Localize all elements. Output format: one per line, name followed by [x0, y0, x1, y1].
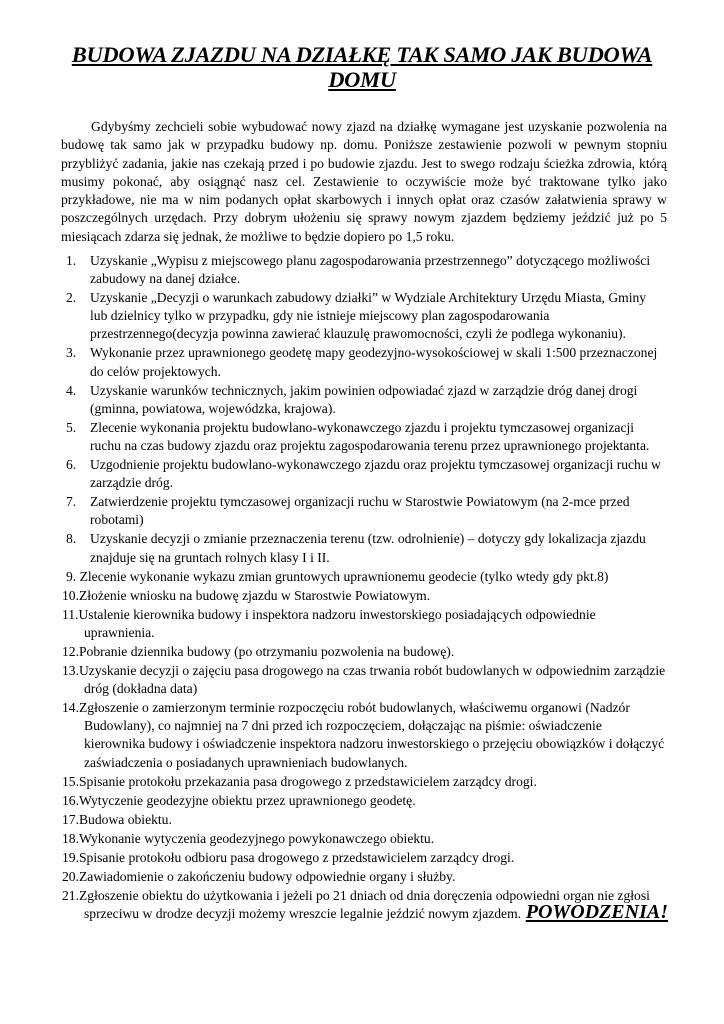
step-number: 8.	[66, 531, 77, 547]
step-text: Wykonanie przez uprawnionego geodetę mapy geodezyjno-wysokościowej w skali 1:500 przeznaczonej do celów projektowych.	[90, 345, 658, 379]
list-item	[0, 344, 724, 380]
step-text: Uzyskanie decyzji o zmianie przeznaczenia terenu (tzw. odrolnienie) – dotyczy gdy lokalizacja zjazdu znajduje się na gruntach rolnych klasy I i II.	[90, 531, 646, 565]
list-item	[0, 643, 724, 661]
list-item	[0, 587, 724, 605]
list-item	[0, 530, 724, 566]
step-number: 4.	[66, 382, 77, 398]
list-item	[0, 811, 724, 829]
step-text: 15.Spisanie protokołu przekazania pasa drogowego z przedstawicielem zarządcy drogi.	[62, 773, 537, 789]
step-number: 3.	[66, 345, 77, 361]
list-item	[0, 662, 724, 698]
step-text: 14.Zgłoszenie o zamierzonym terminie rozpoczęciu robót budowlanych, właściwemu organowi (Nadzór Budowlany), co najmniej na 7 dni przed ich rozpoczęciem, dołączając na piśmie: oświadczenie kierownika budowy i oświadczenie inspektora nadzoru inwestorskiego o przejęciu obowiązków i dołączyć zaświadczenia o posiadanych uprawnieniach budowlanych.	[62, 700, 665, 770]
list-item	[0, 830, 724, 848]
list-item	[0, 868, 724, 886]
list-item	[0, 849, 724, 867]
step-number: 5.	[66, 419, 77, 435]
step-text: Uzyskanie „Wypisu z miejscowego planu zagospodarowania przestrzennego” dotyczącego możliwości zabudowy na danej działce.	[90, 253, 651, 287]
step-text: Zlecenie wykonania projektu budowlano-wykonawczego zjazdu i projektu tymczasowej organizacji ruchu na czas budowy zjazdu oraz projektu zagospodarowania terenu przez uprawnionego projektanta.	[90, 419, 650, 453]
step-text: Uzyskanie warunków technicznych, jakim powinien odpowiadać zjazd w zarządzie dróg danej drogi (gminna, powiatowa, wojewódzka, krajowa).	[90, 382, 638, 416]
list-item	[0, 773, 724, 791]
step-text: 9. Zlecenie wykonanie wykazu zmian gruntowych uprawnionemu geodecie (tylko wtedy gdy pkt.8)	[66, 568, 609, 584]
step-text: 11.Ustalenie kierownika budowy i inspektora nadzoru inwestorskiego posiadających odpowiednie uprawnienia.	[62, 606, 596, 640]
step-text: 21.Zgłoszenie obiektu do użytkowania i jeżeli po 21 dniach od dnia doręczenia odpowiedni organ nie zgłosi sprzeciwu w drodze decyzji możemy wreszcie legalnie jeździć nowym zjazdem.	[62, 888, 650, 922]
step-number: 2.	[66, 290, 77, 306]
step-text: Zatwierdzenie projektu tymczasowej organizacji ruchu w Starostwie Powiatowym (na 2-mce przed robotami)	[90, 494, 630, 528]
step-text: Uzgodnienie projektu budowlano-wykonawczego zjazdu oraz projektu tymczasowej organizacji ruchu w zarządzie dróg.	[90, 457, 661, 491]
steps-list	[0, 252, 724, 924]
step-text: 20.Zawiadomienie o zakończeniu budowy odpowiednie organy i służby.	[62, 869, 456, 885]
step-text: 17.Budowa obiektu.	[62, 811, 172, 827]
list-item	[0, 699, 724, 771]
step-text: 10.Złożenie wniosku na budowę zjazdu w Starostwie Powiatowym.	[62, 587, 431, 603]
step-text: 13.Uzyskanie decyzji o zajęciu pasa drogowego na czas trwania robót budowlanych w odpowiednim zarządzie dróg (dokładna data)	[62, 663, 666, 697]
list-item	[0, 382, 724, 418]
step-number: 7.	[66, 494, 77, 510]
document-title: BUDOWA ZJAZDU NA DZIAŁKĘ TAK SAMO JAK BUDOWA DOMU	[71, 42, 653, 92]
intro-paragraph: Gdybyśmy zechcieli sobie wybudować nowy zjazd na działkę wymagane jest uzyskanie pozwolenia na budowę tak samo jak w przypadku budowy np. domu. Poniższe zestawienie pozwoli w pewnym stopniu przybliżyć zadania, jakie nas czekają przed i po budowie zjazdu. Jest to swego rodzaju ścieżka zdrowia, którą musimy pokonać, aby osiągnąć nasz cel. Zestawienie to oczywiście może być traktowane tylko jako przykładowe, nie ma w nim podanych opłat skarbowych i innych opłat oraz czasów załatwienia sprawy w poszczególnych urzędach. Przy dobrym ułożeniu się sprawy nowym zjazdem będziemy jeździć już po 5 miesiącach zdarza się jednak, że możliwe to będzie dopiero po 1,5 roku.	[61, 119, 667, 244]
list-item	[0, 493, 724, 529]
list-item	[0, 252, 724, 288]
list-item	[0, 792, 724, 810]
list-item	[0, 568, 724, 586]
step-text: Uzyskanie „Decyzji o warunkach zabudowy działki” w Wydziale Architektury Urzędu Miasta, Gminy lub dzielnicy tylko w przypadku, gdy nie istnieje miejscowy plan zagospodarowania przestrzennego(decyzja powinna zawierać klauzulę prawomocności, czyli że podlega wykonaniu).	[90, 290, 647, 342]
list-item	[0, 419, 724, 455]
closing-text: POWODZENIA!	[525, 901, 668, 923]
list-item	[0, 289, 724, 343]
step-text: 16.Wytyczenie geodezyjne obiektu przez uprawnionego geodetę.	[62, 792, 416, 808]
step-text: 19.Spisanie protokołu odbioru pasa drogowego z przedstawicielem zarządcy drogi.	[62, 850, 515, 865]
step-number: 1.	[66, 253, 77, 268]
list-item	[0, 606, 724, 642]
step-text: 12.Pobranie dziennika budowy (po otrzymaniu pozwolenia na budowę).	[62, 643, 455, 659]
step-text: 18.Wykonanie wytyczenia geodezyjnego powykonawczego obiektu.	[62, 830, 435, 846]
list-item	[0, 456, 724, 492]
step-number: 6.	[66, 457, 77, 473]
